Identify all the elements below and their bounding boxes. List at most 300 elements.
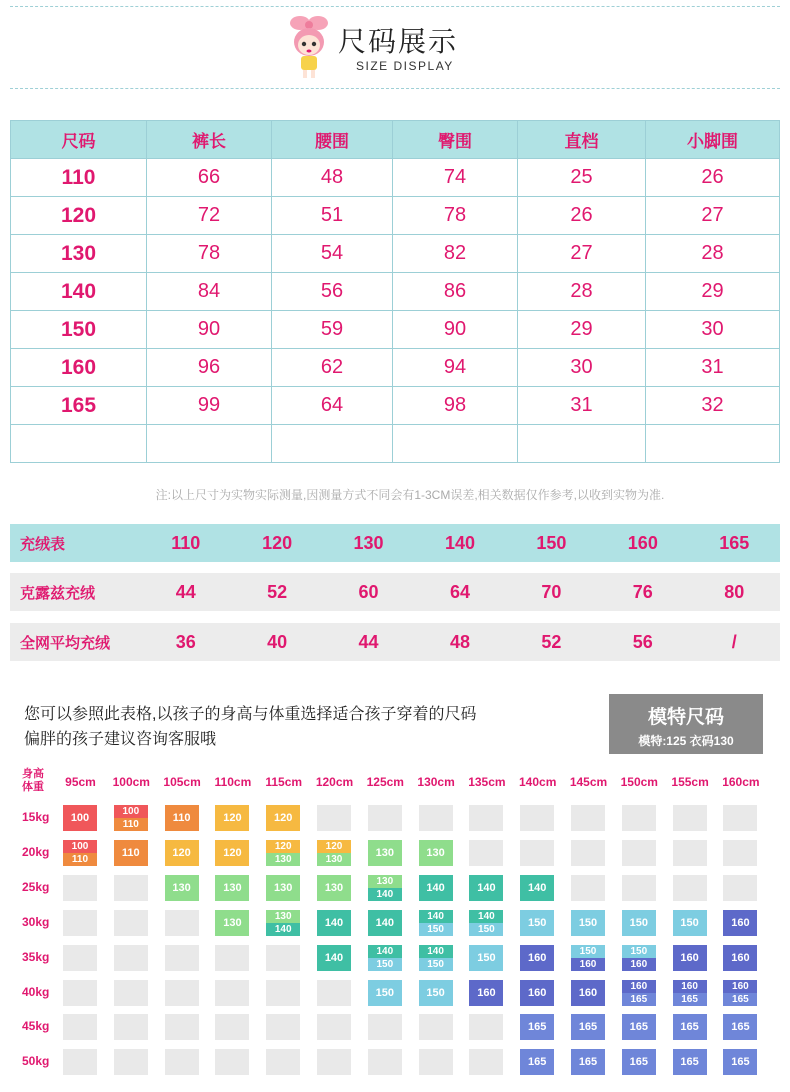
recommended-size: 165: [622, 993, 656, 1006]
recommendation-cell: [469, 1014, 503, 1040]
recommendation-cell: [723, 875, 757, 901]
measurement-cell: 99: [147, 387, 272, 425]
recommended-size: 165: [673, 1014, 707, 1040]
recommendation-cell: [317, 945, 351, 971]
height-label: 145cm: [569, 775, 608, 789]
recommendation-cell: [215, 840, 249, 866]
height-label: 100cm: [112, 775, 150, 789]
recommendation-cell: [165, 840, 199, 866]
recommendation-cell: [469, 840, 503, 866]
recommendation-cell: [571, 1014, 605, 1040]
recommended-size: 165: [622, 1049, 656, 1075]
height-label: 155cm: [671, 775, 709, 789]
recommendation-cell: [165, 980, 199, 1006]
measurement-cell: 27: [518, 235, 646, 273]
recommendation-cell: [571, 945, 605, 971]
fill-size-160: 160: [627, 532, 658, 553]
recommended-size: 140: [469, 910, 503, 923]
column-header-waist: 腰围: [272, 121, 393, 159]
height-label: 130cm: [417, 775, 455, 789]
height-label: 150cm: [620, 775, 658, 789]
size-table-row: [11, 197, 780, 235]
weight-label: 45kg: [22, 1019, 50, 1034]
fill-row-brand: [10, 573, 780, 611]
measurement-cell: 62: [272, 349, 393, 387]
column-header-size: 尺码: [11, 121, 147, 159]
height-label: 110cm: [214, 775, 252, 789]
recommended-size: 160: [469, 980, 503, 1006]
recommendation-cell: [520, 805, 554, 831]
recommended-size: 120: [266, 805, 300, 831]
height-label: 105cm: [163, 775, 201, 789]
recommendation-cell: [520, 840, 554, 866]
fill-value: 40: [267, 631, 288, 652]
measurement-cell: 28: [518, 273, 646, 311]
recommendation-cell: [673, 945, 707, 971]
recommendation-cell: [673, 1014, 707, 1040]
recommendation-cell: [469, 875, 503, 901]
fill-size-130: 130: [353, 532, 384, 553]
recommended-size: 165: [673, 993, 707, 1006]
recommendation-cell: [114, 910, 148, 936]
recommendation-cell: [520, 910, 554, 936]
recommendation-cell: [165, 875, 199, 901]
recommended-size: 160: [520, 945, 554, 971]
measurement-cell: 30: [518, 349, 646, 387]
size-cell: 165: [11, 387, 147, 425]
weight-label: 30kg: [22, 914, 50, 929]
recommendation-cell: [215, 1014, 249, 1040]
recommendation-cell: [723, 1049, 757, 1075]
recommended-size: 165: [673, 1049, 707, 1075]
measurement-cell: 78: [147, 235, 272, 273]
recommended-size: 150: [368, 958, 402, 971]
recommended-size: 160: [571, 958, 605, 971]
measurement-cell: 28: [646, 235, 780, 273]
height-label: 135cm: [468, 775, 506, 789]
recommendation-cell: [165, 1049, 199, 1075]
recommendation-cell: [368, 910, 402, 936]
recommendation-cell: [419, 1014, 453, 1040]
recommended-size: 160: [520, 980, 554, 1006]
recommendation-cell: [520, 1049, 554, 1075]
recommendation-cell: [520, 875, 554, 901]
recommendation-cell: [469, 980, 503, 1006]
height-label: 95cm: [65, 775, 96, 789]
recommended-size: 150: [469, 923, 503, 936]
recommendation-cell: [266, 1049, 300, 1075]
size-table: [10, 120, 780, 463]
recommendation-cell: [723, 980, 757, 1006]
recommendation-cell: [63, 1014, 97, 1040]
size-guide-text: [24, 702, 476, 752]
recommendation-cell: [673, 980, 707, 1006]
weight-label: 25kg: [22, 879, 50, 894]
recommendation-cell: [317, 1014, 351, 1040]
header-divider: [10, 88, 780, 89]
corner-height-label: 身高: [22, 768, 44, 780]
recommendation-cell: [114, 980, 148, 1006]
measurement-note: 注:以上尺寸为实物实际测量,因测量方式不同会有1-3CM误差,相关数据仅作参考,以收到实物为准.: [155, 488, 665, 502]
recommendation-cell: [419, 910, 453, 936]
recommended-size: 140: [469, 875, 503, 901]
recommended-size: 140: [368, 888, 402, 901]
recommended-size: 150: [622, 910, 656, 936]
measurement-cell: 98: [393, 387, 518, 425]
recommendation-cell: [63, 1049, 97, 1075]
measurement-cell: 30: [646, 311, 780, 349]
guide-line-1: 您可以参照此表格,以孩子的身高与体重选择适合孩子穿着的尺码: [24, 706, 477, 723]
size-table-row: [11, 235, 780, 273]
recommendation-cell: [673, 910, 707, 936]
recommended-size: 150: [419, 958, 453, 971]
recommended-size: 160: [723, 980, 757, 993]
recommendation-cell: [266, 805, 300, 831]
recommended-size: 160: [673, 945, 707, 971]
recommended-size: 150: [520, 910, 554, 936]
fill-value: 52: [267, 581, 288, 602]
measurement-cell: 32: [646, 387, 780, 425]
recommendation-cell: [114, 1014, 148, 1040]
fill-size-120: 120: [262, 532, 293, 553]
recommended-size: 100: [114, 805, 148, 818]
size-cell: 140: [11, 273, 147, 311]
recommended-size: 120: [165, 840, 199, 866]
recommended-size: 140: [317, 910, 351, 936]
top-divider: [10, 6, 780, 7]
recommendation-cell: [165, 1014, 199, 1040]
recommended-size: 165: [571, 1049, 605, 1075]
grid-corner-label: [22, 768, 44, 794]
fill-value: 44: [358, 631, 379, 652]
recommendation-cell: [215, 910, 249, 936]
recommendation-cell: [215, 875, 249, 901]
recommendation-cell: [368, 945, 402, 971]
recommendation-cell: [317, 840, 351, 866]
fill-value: 80: [724, 581, 745, 602]
measurement-cell: 31: [518, 387, 646, 425]
size-cell: 110: [11, 159, 147, 197]
recommended-size: 130: [165, 875, 199, 901]
fill-table-title: 充绒表: [20, 535, 66, 553]
recommendation-cell: [63, 910, 97, 936]
measurement-cell: 56: [272, 273, 393, 311]
height-label: 160cm: [722, 775, 760, 789]
fill-row-label: 全网平均充绒: [20, 634, 111, 652]
size-cell: [11, 425, 147, 463]
fill-row-label: 克露兹充绒: [20, 584, 96, 602]
measurement-cell: 74: [393, 159, 518, 197]
measurement-cell: [147, 425, 272, 463]
measurement-cell: 90: [393, 311, 518, 349]
page-header: [0, 0, 790, 88]
model-size-box: [609, 694, 763, 754]
recommendation-cell: [469, 805, 503, 831]
recommended-size: 120: [266, 840, 300, 853]
measurement-cell: 51: [272, 197, 393, 235]
recommendation-cell: [114, 945, 148, 971]
recommended-size: 140: [419, 910, 453, 923]
recommended-size: 130: [266, 910, 300, 923]
recommendation-cell: [215, 1049, 249, 1075]
measurement-cell: 26: [518, 197, 646, 235]
column-header-rise: 直档: [518, 121, 646, 159]
recommendation-cell: [571, 980, 605, 1006]
recommendation-cell: [419, 805, 453, 831]
recommended-size: 110: [63, 853, 97, 866]
recommended-size: 160: [622, 958, 656, 971]
measurement-cell: 82: [393, 235, 518, 273]
measurement-cell: 54: [272, 235, 393, 273]
measurement-cell: 96: [147, 349, 272, 387]
page-subtitle: SIZE DISPLAY: [356, 59, 454, 73]
recommended-size: 140: [419, 875, 453, 901]
recommendation-cell: [114, 875, 148, 901]
size-table-row: [11, 159, 780, 197]
recommendation-cell: [622, 1014, 656, 1040]
recommendation-cell: [419, 1049, 453, 1075]
recommendation-cell: [520, 980, 554, 1006]
measurement-cell: 29: [646, 273, 780, 311]
measurement-cell: [518, 425, 646, 463]
recommended-size: 120: [317, 840, 351, 853]
recommendation-cell: [266, 840, 300, 866]
recommendation-cell: [317, 805, 351, 831]
measurement-cell: 64: [272, 387, 393, 425]
recommended-size: 165: [571, 1014, 605, 1040]
size-cell: 160: [11, 349, 147, 387]
recommendation-cell: [317, 910, 351, 936]
measurement-cell: [393, 425, 518, 463]
column-header-hip: 臀围: [393, 121, 518, 159]
recommended-size: 150: [419, 923, 453, 936]
size-table-row: [11, 273, 780, 311]
recommended-size: 150: [368, 980, 402, 1006]
weight-label: 35kg: [22, 949, 50, 964]
fill-value: 36: [175, 631, 196, 652]
recommended-size: 130: [317, 875, 351, 901]
size-cell: 150: [11, 311, 147, 349]
recommended-size: 150: [469, 945, 503, 971]
measurement-cell: 90: [147, 311, 272, 349]
recommendation-cell: [622, 805, 656, 831]
fill-value: /: [731, 631, 737, 652]
fill-value: 44: [175, 581, 196, 602]
recommended-size: 150: [571, 945, 605, 958]
recommended-size: 140: [368, 910, 402, 936]
weight-label: 40kg: [22, 984, 50, 999]
measurement-cell: 72: [147, 197, 272, 235]
recommendation-cell: [622, 1049, 656, 1075]
size-table-row: [11, 425, 780, 463]
recommendation-cell: [165, 910, 199, 936]
recommended-size: 130: [368, 840, 402, 866]
fill-value: 56: [632, 631, 653, 652]
recommendation-cell: [419, 980, 453, 1006]
recommendation-cell: [368, 1014, 402, 1040]
size-table-header: [11, 121, 780, 159]
recommendation-cell: [368, 805, 402, 831]
fill-value: 76: [632, 581, 653, 602]
recommendation-cell: [114, 840, 148, 866]
recommendation-cell: [723, 840, 757, 866]
recommended-size: 130: [317, 853, 351, 866]
recommendation-cell: [622, 980, 656, 1006]
recommendation-cell: [673, 875, 707, 901]
weight-label: 20kg: [22, 844, 50, 859]
recommendation-cell: [63, 805, 97, 831]
recommended-size: 110: [114, 840, 148, 866]
recommendation-cell: [673, 840, 707, 866]
recommendation-cell: [63, 945, 97, 971]
recommended-size: 140: [520, 875, 554, 901]
recommended-size: 165: [622, 1014, 656, 1040]
recommendation-cell: [165, 805, 199, 831]
recommendation-cell: [723, 1014, 757, 1040]
size-cell: 120: [11, 197, 147, 235]
weight-label: 50kg: [22, 1054, 50, 1069]
recommended-size: 120: [215, 840, 249, 866]
fill-value: 60: [358, 581, 379, 602]
fill-size-150: 150: [536, 532, 567, 553]
recommended-size: 100: [63, 805, 97, 831]
recommended-size: 165: [723, 1049, 757, 1075]
recommendation-cell: [114, 1049, 148, 1075]
recommended-size: 130: [266, 875, 300, 901]
measurement-cell: 29: [518, 311, 646, 349]
recommendation-cell: [723, 805, 757, 831]
recommendation-cell: [419, 840, 453, 866]
recommendation-cell: [63, 840, 97, 866]
column-header-ankle: 小脚围: [646, 121, 780, 159]
fill-value: 48: [449, 631, 470, 652]
model-size-title: 模特尺码: [647, 707, 724, 728]
recommendation-cell: [215, 980, 249, 1006]
recommended-size: 150: [571, 910, 605, 936]
recommended-size: 160: [622, 980, 656, 993]
recommended-size: 165: [520, 1049, 554, 1075]
recommended-size: 120: [215, 805, 249, 831]
fill-table-header: [10, 524, 780, 562]
recommendation-cell: [520, 945, 554, 971]
size-table-row: [11, 387, 780, 425]
recommended-size: 130: [266, 853, 300, 866]
recommended-size: 165: [723, 993, 757, 1006]
model-size-info: 模特:125 衣码130: [638, 734, 734, 748]
height-label: 120cm: [315, 775, 354, 789]
height-label: 125cm: [366, 775, 404, 789]
recommendation-cell: [571, 910, 605, 936]
recommendation-cell: [622, 910, 656, 936]
recommended-size: 140: [317, 945, 351, 971]
recommendation-cell: [63, 875, 97, 901]
measurement-cell: 66: [147, 159, 272, 197]
recommendation-cell: [266, 945, 300, 971]
recommended-size: 150: [622, 945, 656, 958]
recommendation-cell: [419, 945, 453, 971]
recommendation-cell: [317, 1049, 351, 1075]
size-cell: 130: [11, 235, 147, 273]
recommendation-cell: [622, 945, 656, 971]
recommendation-cell: [266, 1014, 300, 1040]
recommendation-cell: [419, 875, 453, 901]
measurement-cell: 78: [393, 197, 518, 235]
recommended-size: 110: [165, 805, 199, 831]
recommendation-cell: [673, 805, 707, 831]
page-title: 尺码展示: [338, 25, 459, 58]
recommended-size: 165: [723, 1014, 757, 1040]
recommendation-cell: [673, 1049, 707, 1075]
fill-size-110: 110: [171, 532, 201, 553]
recommended-size: 110: [114, 818, 148, 831]
recommendation-cell: [571, 840, 605, 866]
height-label: 115cm: [265, 775, 303, 789]
fill-size-165: 165: [719, 532, 750, 553]
recommended-size: 140: [266, 923, 300, 936]
recommendation-cell: [571, 1049, 605, 1075]
column-header-pants-length: 裤长: [147, 121, 272, 159]
recommendation-cell: [266, 875, 300, 901]
measurement-cell: 31: [646, 349, 780, 387]
recommended-size: 140: [368, 945, 402, 958]
fill-row-average: [10, 623, 780, 661]
recommendation-cell: [266, 980, 300, 1006]
recommendation-cell: [368, 980, 402, 1006]
recommendation-cell: [368, 875, 402, 901]
corner-weight-label: 体重: [22, 781, 44, 793]
recommendation-cell: [215, 945, 249, 971]
recommended-size: 150: [673, 910, 707, 936]
fill-size-140: 140: [444, 532, 475, 553]
recommendation-cell: [215, 805, 249, 831]
size-table-row: [11, 311, 780, 349]
recommended-size: 130: [419, 840, 453, 866]
recommended-size: 160: [723, 945, 757, 971]
recommendation-cell: [622, 840, 656, 866]
recommendation-cell: [114, 805, 148, 831]
recommended-size: 160: [673, 980, 707, 993]
recommended-size: 150: [419, 980, 453, 1006]
fill-value: 64: [449, 581, 470, 602]
recommendation-cell: [469, 910, 503, 936]
measurement-cell: 94: [393, 349, 518, 387]
recommendation-cell: [266, 910, 300, 936]
recommendation-cell: [723, 945, 757, 971]
recommended-size: 130: [215, 910, 249, 936]
measurement-cell: [272, 425, 393, 463]
measurement-cell: 86: [393, 273, 518, 311]
measurement-cell: [646, 425, 780, 463]
recommendation-cell: [317, 980, 351, 1006]
recommended-size: 140: [419, 945, 453, 958]
measurement-cell: 27: [646, 197, 780, 235]
measurement-cell: 25: [518, 159, 646, 197]
recommended-size: 160: [723, 910, 757, 936]
recommended-size: 130: [368, 875, 402, 888]
recommendation-cell: [469, 1049, 503, 1075]
measurement-cell: 84: [147, 273, 272, 311]
guide-line-2: 偏胖的孩子建议咨询客服哦: [24, 731, 217, 748]
measurement-cell: 59: [272, 311, 393, 349]
recommendation-cell: [63, 980, 97, 1006]
recommended-size: 130: [215, 875, 249, 901]
weight-label: 15kg: [22, 810, 50, 824]
recommendation-cell: [571, 805, 605, 831]
recommendation-cell: [368, 1049, 402, 1075]
measurement-cell: 26: [646, 159, 780, 197]
fill-value: 52: [541, 631, 562, 652]
size-table-row: [11, 349, 780, 387]
